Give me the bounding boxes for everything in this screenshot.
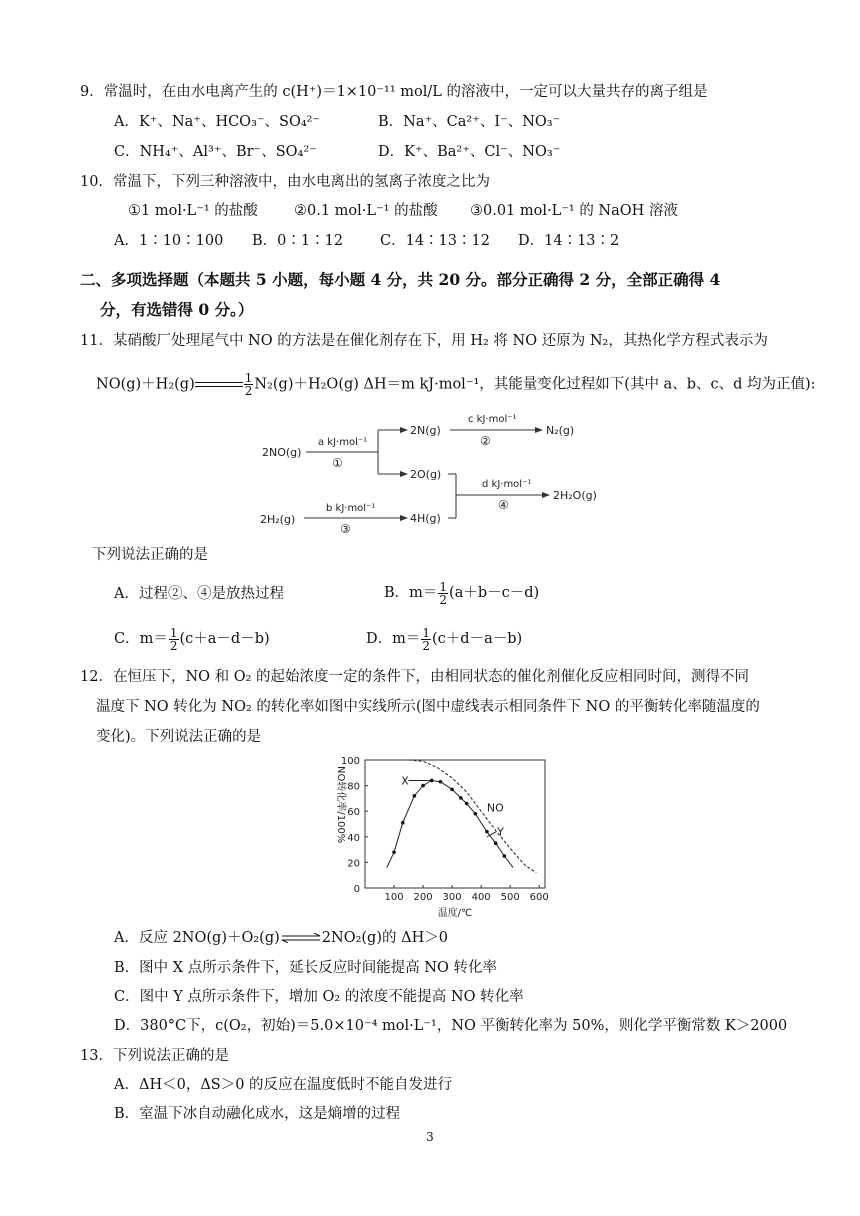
eq-reactants: NO(g)＋H₂(g) <box>96 376 195 393</box>
q10-solution-2: ②0.1 mol·L⁻¹ 的盐酸 <box>294 203 438 219</box>
q13-option-b: B．室温下冰自动融化成水，这是熵增的过程 <box>114 1106 401 1122</box>
data-point <box>439 780 443 784</box>
plot-frame <box>365 760 545 888</box>
data-point <box>485 830 489 834</box>
q9-option-b: B．Na⁺、Ca²⁺、I⁻、NO₃⁻ <box>378 114 561 130</box>
annotation-x: X <box>401 774 409 788</box>
step-4: ④ <box>498 498 509 512</box>
q10-option-a: A．1∶10∶100 <box>114 233 224 249</box>
q9-option-a: A．K⁺、Na⁺、HCO₃⁻、SO₄²⁻ <box>114 114 321 130</box>
q12-stem-line1: 12．在恒压下，NO 和 O₂ 的起始浓度一定的条件下，由相同状态的催化剂催化反应相同时间，测得不同 <box>80 669 750 685</box>
label-d: d kJ·mol⁻¹ <box>482 479 532 490</box>
q12-option-c: C．图中 Y 点所示条件下，增加 O₂ 的浓度不能提高 NO 转化率 <box>114 989 524 1005</box>
eq-arrow <box>195 382 243 387</box>
step-3: ③ <box>340 522 351 536</box>
species-n2: N₂(g) <box>546 424 575 437</box>
q11-option-b: B．m＝ $\frac{1}{2}$ (a＋b－c－d) <box>384 579 540 607</box>
y-tick-label: 40 <box>347 832 360 844</box>
x-tick-label: 300 <box>442 892 462 903</box>
annotation-y: Y <box>497 825 504 839</box>
x-tick-label: 100 <box>384 892 404 903</box>
q9-option-d: D．K⁺、Ba²⁺、Cl⁻、NO₃⁻ <box>378 144 561 160</box>
q11-stem: 11．某硝酸厂处理尾气中 NO 的方法是在催化剂存在下，用 H₂ 将 NO 还原为 N₂，其热化学方程式表示为 <box>80 333 768 349</box>
q9-option-c: C．NH₄⁺、Al³⁺、Br⁻、SO₄²⁻ <box>114 144 317 160</box>
y-tick-label: 60 <box>347 807 360 819</box>
q12-stem-line2: 温度下 NO 转化为 NO₂ 的转化率如图中实线所示(图中虚线表示相同条件下 NO 的平衡转化率随温度的 <box>96 699 760 715</box>
species-2no: 2NO(g) <box>262 446 302 459</box>
y-tick-label: 100 <box>340 756 360 767</box>
q9-stem: 9．常温时，在由水电离产生的 c(H⁺)＝1×10⁻¹¹ mol/L 的溶液中，一定可以大量共存的离子组是 <box>80 84 708 100</box>
q13-option-a: A．ΔH＜0，ΔS＞0 的反应在温度低时不能自发进行 <box>114 1077 453 1093</box>
data-point <box>430 779 434 783</box>
annotation-no: NO <box>486 801 504 815</box>
data-point <box>450 788 454 792</box>
species-2n: 2N(g) <box>410 424 441 437</box>
label-c: c kJ·mol⁻¹ <box>468 414 517 425</box>
data-point <box>401 821 405 825</box>
data-point <box>421 784 425 788</box>
q11-option-d: D．m＝ $\frac{1}{2}$ (c＋d－a－b) <box>366 625 523 653</box>
measured-curve <box>387 780 513 867</box>
data-point <box>503 854 507 858</box>
y-tick-label: 80 <box>347 781 360 793</box>
y-axis-label: NO转化率/100% <box>335 766 346 844</box>
x-tick-label: 600 <box>529 892 549 903</box>
data-point <box>494 841 498 845</box>
q10-solution-3: ③0.01 mol·L⁻¹ 的 NaOH 溶液 <box>470 203 678 219</box>
x-tick-label: 400 <box>471 892 491 903</box>
data-point <box>465 802 469 806</box>
data-point <box>474 812 478 816</box>
energy-diagram <box>250 405 620 540</box>
no-conversion-chart <box>330 752 555 922</box>
q10-option-c: C．14∶13∶12 <box>380 233 490 249</box>
q10-solution-1: ①1 mol·L⁻¹ 的盐酸 <box>128 203 258 219</box>
eq-fraction: $\frac{1}{2}$ <box>244 371 253 398</box>
q11-equation <box>96 372 816 397</box>
x-tick-label: 500 <box>500 892 520 903</box>
q10-stem: 10．常温下，下列三种溶液中，由水电离出的氢离子浓度之比为 <box>80 174 490 190</box>
x-tick-label: 200 <box>413 892 433 903</box>
q11-option-a: A．过程②、④是放热过程 <box>114 586 284 602</box>
q11-ask: 下列说法正确的是 <box>92 547 208 563</box>
equilibrium-curve <box>409 760 537 873</box>
eq-products: N₂(g)＋H₂O(g) ΔH＝m kJ·mol⁻¹，其能量变化过程如下(其中 a、b、c、d 均为正值): <box>254 376 816 393</box>
q13-stem: 13．下列说法正确的是 <box>80 1048 229 1064</box>
section2-heading-line1: 二、多项选择题（本题共 5 小题，每小题 4 分，共 20 分。部分正确得 2 分，全部正确得 4 <box>80 270 721 289</box>
q12-option-d: D．380°C下，c(O₂，初始)＝5.0×10⁻⁴ mol·L⁻¹，NO 平衡转化率为 50%，则化学平衡常数 K＞2000 <box>114 1018 788 1034</box>
q11-option-c: C．m＝ $\frac{1}{2}$ (c＋a－d－b) <box>114 625 270 653</box>
step-1: ① <box>332 456 343 470</box>
y-tick-label: 20 <box>347 858 360 870</box>
data-point <box>413 794 417 798</box>
q10-option-b: B．0∶1∶12 <box>252 233 344 249</box>
equilibrium-arrow <box>280 933 322 943</box>
x-axis-label: 温度/℃ <box>437 908 473 919</box>
page-number: 3 <box>426 1130 434 1144</box>
q12-stem-line3: 变化)。下列说法正确的是 <box>96 729 262 745</box>
species-2h2: 2H₂(g) <box>260 513 296 526</box>
step-2: ② <box>480 434 491 448</box>
species-4h: 4H(g) <box>410 512 441 525</box>
y-tick-label: 0 <box>353 884 360 895</box>
label-b: b kJ·mol⁻¹ <box>326 503 376 514</box>
data-point <box>459 796 463 800</box>
q12-option-a: A．反应 2NO(g)＋O₂(g) 2NO₂(g)的 ΔH＞0 <box>114 930 448 946</box>
q12-option-b: B．图中 X 点所示条件下，延长反应时间能提高 NO 转化率 <box>114 960 497 976</box>
label-a: a kJ·mol⁻¹ <box>318 437 368 448</box>
data-point <box>392 850 396 854</box>
q10-option-d: D．14∶13∶2 <box>518 233 620 249</box>
species-2o: 2O(g) <box>410 468 442 481</box>
species-2h2o: 2H₂O(g) <box>553 489 597 502</box>
section2-heading-line2: 分，有选错得 0 分。） <box>100 300 254 319</box>
